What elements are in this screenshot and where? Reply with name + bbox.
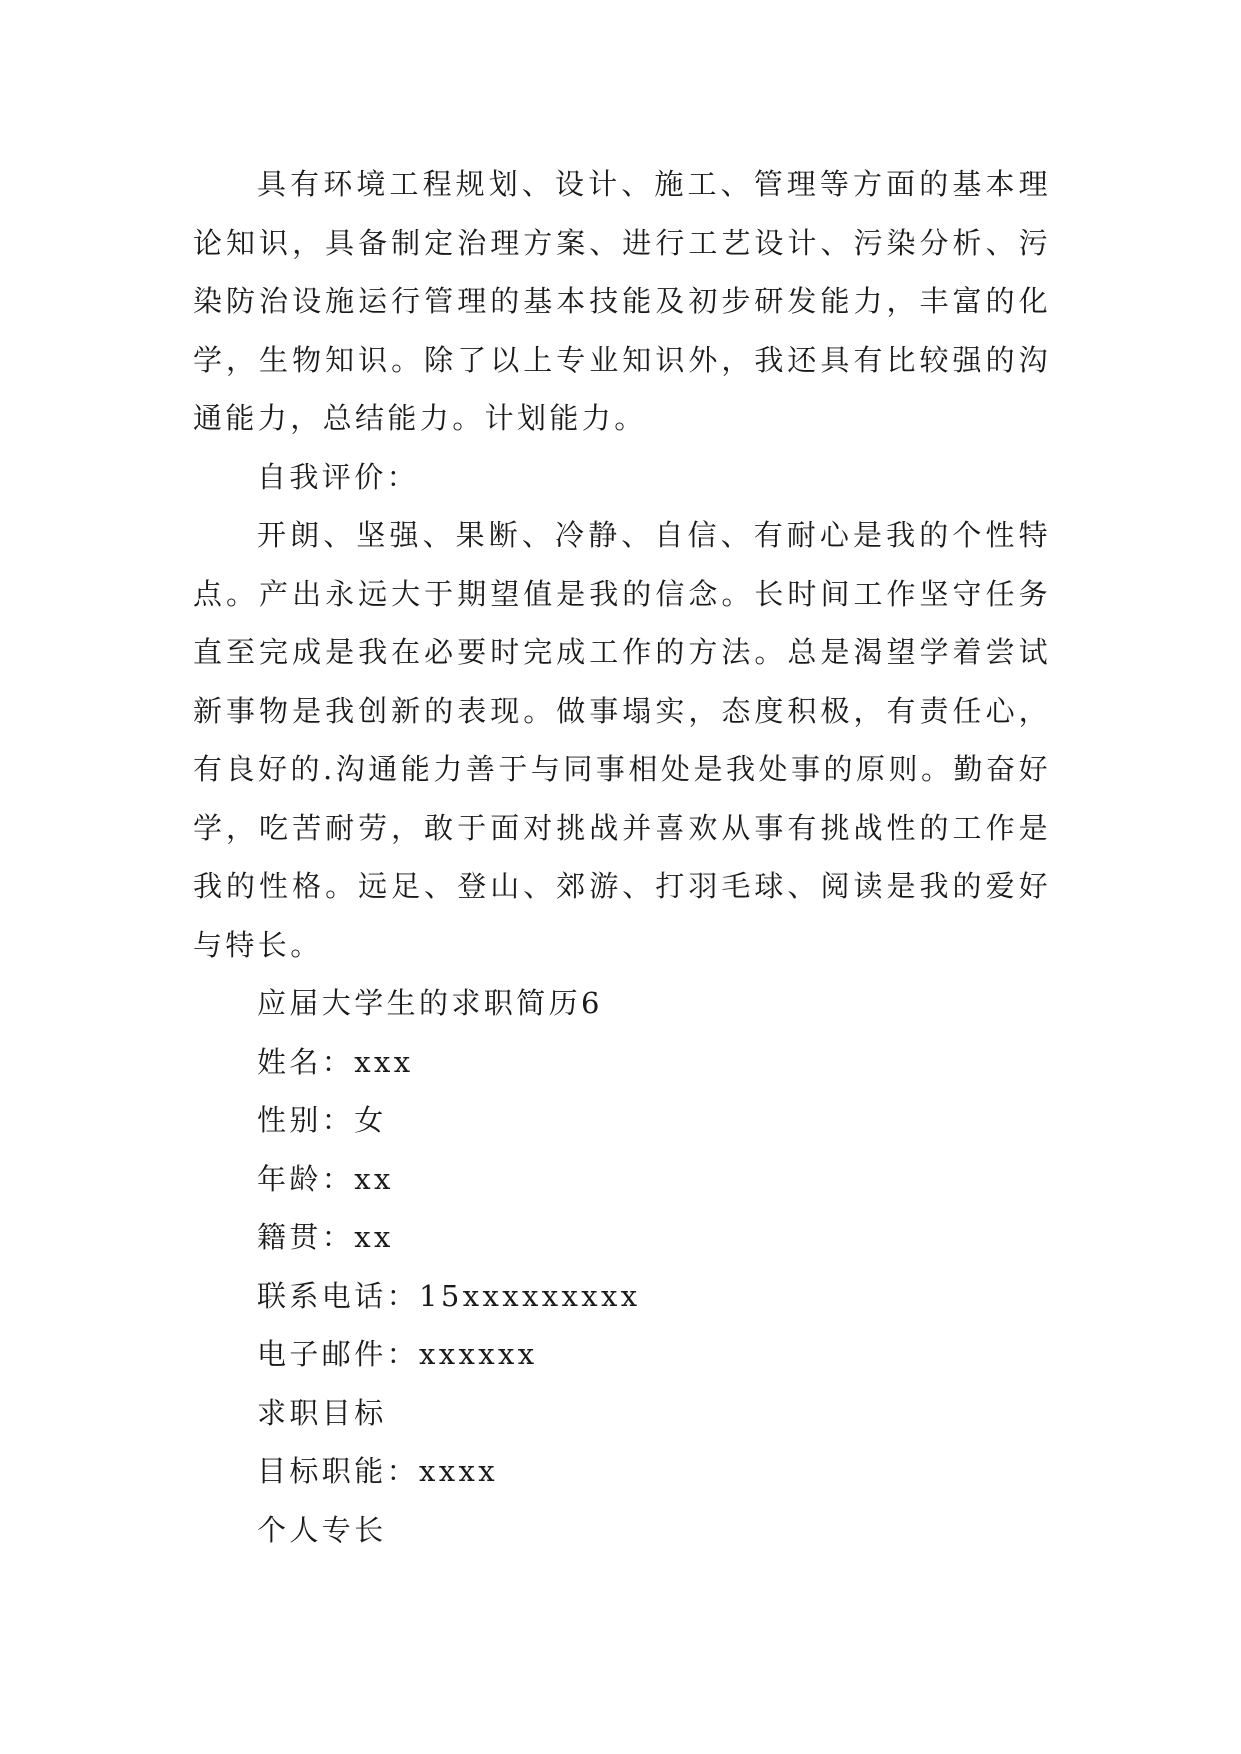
job-objective-heading: 求职目标 [257,1395,387,1430]
professional-skills-paragraph: 具有环境工程规划、设计、施工、管理等方面的基本理论知识，具备制定治理方案、进行工艺设计、污染分析、污染防治设施运行管理的基本技能及初步研发能力，丰富的化学，生物知识。除了以上专业知识外，我还具有比较强的沟通能力，总结能力。计划能力。 [193,167,1051,435]
gender-line: 性别：女 [257,1103,387,1137]
age-line: 年龄：xx [257,1161,394,1196]
name-line: 姓名：xxx [257,1044,414,1079]
self-evaluation-paragraph: 开朗、坚强、果断、冷静、自信、有耐心是我的个性特点。产出永远大于期望值是我的信念。长时间工作坚守任务直至完成是我在必要时完成工作的方法。总是渴望学着尝试新事物是我创新的表现。做事塌实，态度积极，有责任心，有良好的.沟通能力善于与同事相处是我处事的原则。勤奋好学，吃苦耐劳，敢于面对挑战并喜欢从事有挑战性的工作是我的性格。远足、登山、郊游、打羽毛球、阅读是我的爱好与特长。 [193,518,1051,962]
phone-line: 联系电话：15xxxxxxxxx [257,1278,641,1313]
origin-line: 籍贯：xx [257,1220,394,1254]
target-function-line: 目标职能：xxxx [257,1454,499,1488]
document-body [193,155,1051,1559]
self-evaluation-heading: 自我评价： [257,459,420,494]
resume-title: 应届大学生的求职简历6 [257,986,603,1020]
email-line: 电子邮件：xxxxxx [257,1337,538,1371]
personal-skills-heading: 个人专长 [257,1512,387,1547]
